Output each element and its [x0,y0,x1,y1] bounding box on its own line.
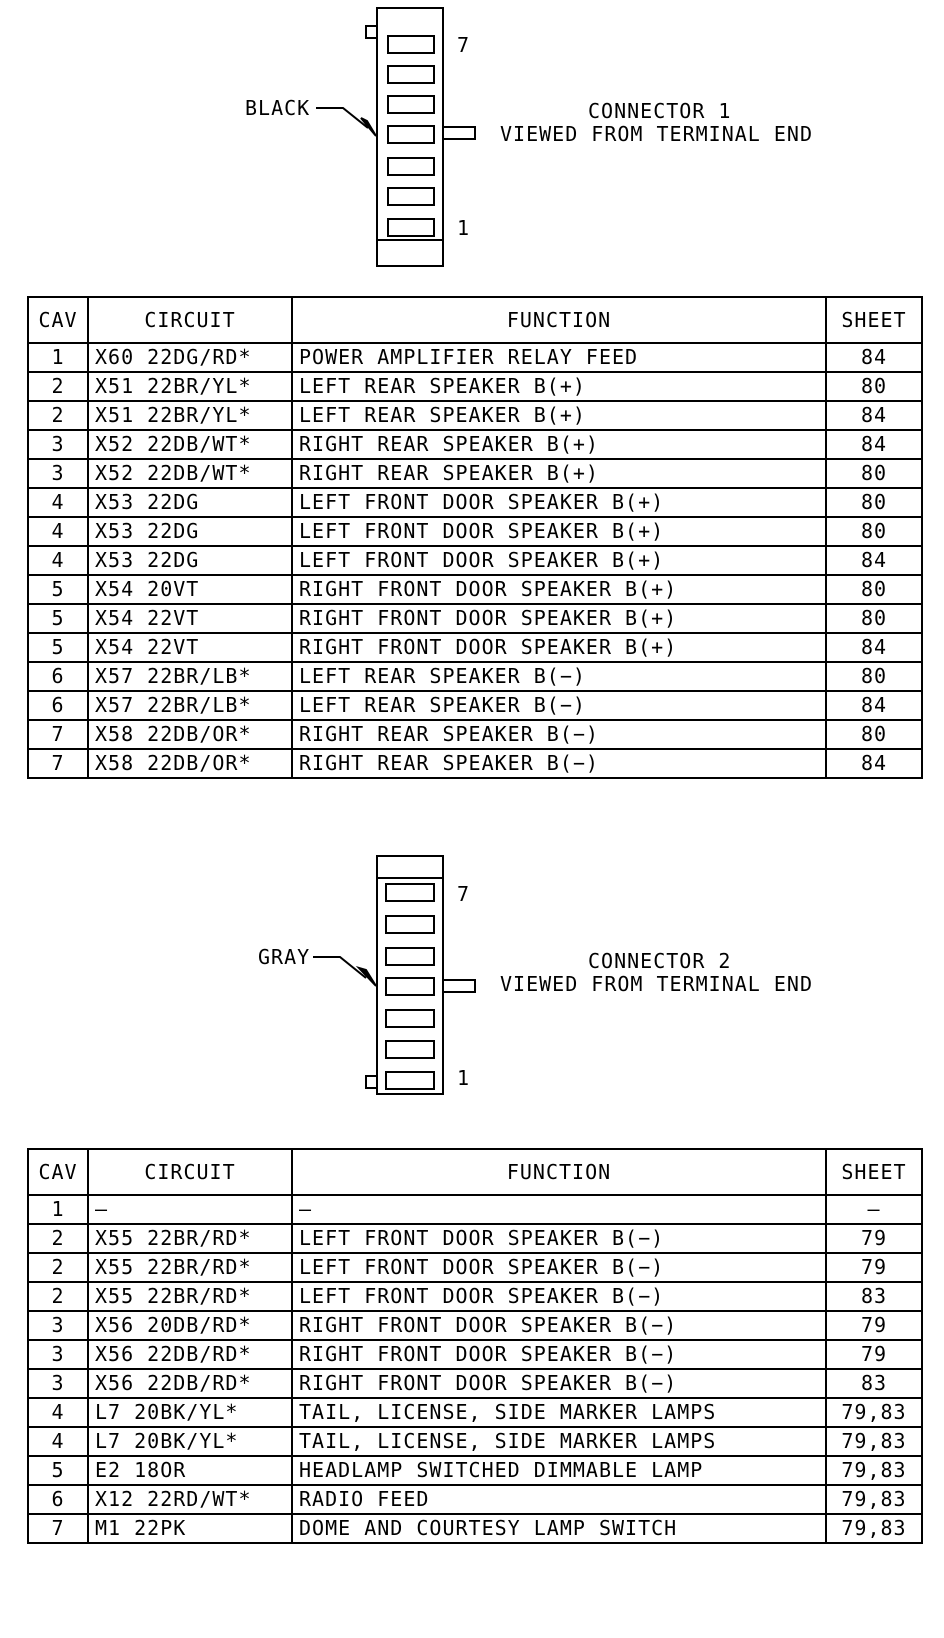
sheet-cell: 84 [826,343,922,372]
function-cell: RIGHT REAR SPEAKER B(+) [292,459,826,488]
sheet-cell: 79 [826,1311,922,1340]
table-row [28,459,922,488]
function-cell: LEFT FRONT DOOR SPEAKER B(+) [292,488,826,517]
function-cell: RIGHT FRONT DOOR SPEAKER B(−) [292,1311,826,1340]
cav-cell: 6 [28,691,88,720]
function-cell: RIGHT REAR SPEAKER B(+) [292,430,826,459]
circuit-cell: X51 22BR/YL* [88,372,292,401]
sheet-cell: 79,83 [826,1427,922,1456]
circuit-cell: X55 22BR/RD* [88,1282,292,1311]
cav-cell: 3 [28,1340,88,1369]
sheet-cell: — [826,1195,922,1224]
table-row [28,633,922,662]
table-row [28,1398,922,1427]
connector-1-pin-top: 7 [457,33,471,57]
function-cell: LEFT REAR SPEAKER B(−) [292,662,826,691]
table-row [28,1224,922,1253]
circuit-cell: X56 20DB/RD* [88,1311,292,1340]
table-row [28,488,922,517]
function-cell: DOME AND COURTESY LAMP SWITCH [292,1514,826,1543]
connector-2-cavity-4 [386,978,434,995]
sheet-cell: 79,83 [826,1485,922,1514]
table-row [28,1311,922,1340]
circuit-cell: X58 22DB/OR* [88,720,292,749]
circuit-cell: X54 20VT [88,575,292,604]
circuit-cell: X52 22DB/WT* [88,430,292,459]
sheet-cell: 79,83 [826,1514,922,1543]
circuit-cell: L7 20BK/YL* [88,1398,292,1427]
connector-2-cavity-1 [386,1072,434,1089]
cav-cell: 4 [28,546,88,575]
function-cell: LEFT FRONT DOOR SPEAKER B(+) [292,546,826,575]
sheet-cell: 79 [826,1340,922,1369]
cav-cell: 2 [28,372,88,401]
header-cav: CAV [28,297,88,343]
table-header-row [28,297,922,343]
cav-cell: 2 [28,1253,88,1282]
function-cell: LEFT REAR SPEAKER B(+) [292,401,826,430]
connector-2-cavity-3 [386,1010,434,1027]
connector-1-subtitle: VIEWED FROM TERMINAL END [500,122,813,146]
function-cell: LEFT REAR SPEAKER B(−) [292,691,826,720]
table-row [28,430,922,459]
sheet-cell: 84 [826,546,922,575]
table-row [28,1514,922,1543]
circuit-cell: X52 22DB/WT* [88,459,292,488]
table-row [28,372,922,401]
sheet-cell: 80 [826,720,922,749]
table-row [28,1456,922,1485]
header-sheet: SHEET [826,1149,922,1195]
sheet-cell: 80 [826,662,922,691]
table-row [28,517,922,546]
function-cell: RIGHT FRONT DOOR SPEAKER B(+) [292,633,826,662]
connector-1-side-tab [443,127,475,139]
function-cell: LEFT FRONT DOOR SPEAKER B(−) [292,1253,826,1282]
sheet-cell: 80 [826,372,922,401]
cav-cell: 6 [28,662,88,691]
function-cell: RIGHT REAR SPEAKER B(−) [292,720,826,749]
connector-2-arrow-icon [359,968,376,986]
connector-1-cavity-5 [388,96,434,113]
connector-1-cavity-7 [388,36,434,53]
table-row [28,575,922,604]
function-cell: TAIL, LICENSE, SIDE MARKER LAMPS [292,1427,826,1456]
header-function: FUNCTION [292,297,826,343]
connector-2-pin-top: 7 [457,882,471,906]
connector-1-pinout-table [27,296,923,779]
cav-cell: 3 [28,1311,88,1340]
sheet-cell: 84 [826,749,922,778]
function-cell: RIGHT REAR SPEAKER B(−) [292,749,826,778]
circuit-cell: E2 18OR [88,1456,292,1485]
circuit-cell: X56 22DB/RD* [88,1369,292,1398]
connector-1-base [377,240,443,266]
cav-cell: 5 [28,1456,88,1485]
table-row [28,1195,922,1224]
connector-2-latch [366,1076,377,1088]
sheet-cell: 79 [826,1253,922,1282]
function-cell: HEADLAMP SWITCHED DIMMABLE LAMP [292,1456,826,1485]
cav-cell: 4 [28,517,88,546]
cav-cell: 5 [28,633,88,662]
function-cell: — [292,1195,826,1224]
circuit-cell: X55 22BR/RD* [88,1224,292,1253]
connector-1-cavity-2 [388,188,434,205]
sheet-cell: 84 [826,691,922,720]
cav-cell: 4 [28,1398,88,1427]
cav-cell: 4 [28,1427,88,1456]
header-circuit: CIRCUIT [88,1149,292,1195]
function-cell: LEFT FRONT DOOR SPEAKER B(−) [292,1282,826,1311]
circuit-cell: X57 22BR/LB* [88,691,292,720]
connector-2-cavity-2 [386,1041,434,1058]
sheet-cell: 79,83 [826,1456,922,1485]
circuit-cell: X12 22RD/WT* [88,1485,292,1514]
table-header-row [28,1149,922,1195]
circuit-cell: X53 22DG [88,546,292,575]
connector-1-leader [316,108,368,128]
cav-cell: 6 [28,1485,88,1514]
table-row [28,1427,922,1456]
table-row [28,662,922,691]
header-circuit: CIRCUIT [88,297,292,343]
connector-2-cap [377,856,443,878]
connector-2-pinout-table [27,1148,923,1544]
connector-1-color-label: BLACK [245,96,311,120]
cav-cell: 5 [28,604,88,633]
function-cell: RIGHT FRONT DOOR SPEAKER B(+) [292,604,826,633]
function-cell: RADIO FEED [292,1485,826,1514]
connector-2-cavity-7 [386,884,434,901]
connector-1-pin-bottom: 1 [457,216,471,240]
connector-2-cavity-6 [386,916,434,933]
table-row [28,343,922,372]
table-row [28,1369,922,1398]
table-row [28,691,922,720]
cav-cell: 4 [28,488,88,517]
connector-2-color-label: GRAY [258,945,311,969]
function-cell: LEFT FRONT DOOR SPEAKER B(+) [292,517,826,546]
cav-cell: 1 [28,343,88,372]
table-row [28,1485,922,1514]
function-cell: LEFT FRONT DOOR SPEAKER B(−) [292,1224,826,1253]
connector-2-pin-bottom: 1 [457,1066,471,1090]
circuit-cell: X51 22BR/YL* [88,401,292,430]
sheet-cell: 79 [826,1224,922,1253]
header-sheet: SHEET [826,297,922,343]
cav-cell: 3 [28,430,88,459]
header-cav: CAV [28,1149,88,1195]
sheet-cell: 84 [826,430,922,459]
table-row [28,401,922,430]
circuit-cell: L7 20BK/YL* [88,1427,292,1456]
connector-1-cavity-3 [388,158,434,175]
circuit-cell: X57 22BR/LB* [88,662,292,691]
sheet-cell: 84 [826,401,922,430]
circuit-cell: X60 22DG/RD* [88,343,292,372]
function-cell: LEFT REAR SPEAKER B(+) [292,372,826,401]
function-cell: RIGHT FRONT DOOR SPEAKER B(−) [292,1340,826,1369]
connector-2-cavity-5 [386,948,434,965]
function-cell: POWER AMPLIFIER RELAY FEED [292,343,826,372]
function-cell: RIGHT FRONT DOOR SPEAKER B(+) [292,575,826,604]
cav-cell: 2 [28,1224,88,1253]
cav-cell: 3 [28,1369,88,1398]
connector-2-subtitle: VIEWED FROM TERMINAL END [500,972,813,996]
circuit-cell: X53 22DG [88,488,292,517]
circuit-cell: X58 22DB/OR* [88,749,292,778]
sheet-cell: 80 [826,604,922,633]
sheet-cell: 80 [826,517,922,546]
table-row [28,749,922,778]
circuit-cell: M1 22PK [88,1514,292,1543]
header-function: FUNCTION [292,1149,826,1195]
connector-1-title: CONNECTOR 1 [588,99,732,123]
circuit-cell: X55 22BR/RD* [88,1253,292,1282]
circuit-cell: — [88,1195,292,1224]
connector-1-cavity-4 [388,126,434,143]
cav-cell: 5 [28,575,88,604]
cav-cell: 7 [28,720,88,749]
function-cell: RIGHT FRONT DOOR SPEAKER B(−) [292,1369,826,1398]
sheet-cell: 80 [826,575,922,604]
table-row [28,1282,922,1311]
sheet-cell: 83 [826,1282,922,1311]
table-row [28,720,922,749]
connector-1-cavity-1 [388,219,434,236]
sheet-cell: 79,83 [826,1398,922,1427]
cav-cell: 7 [28,1514,88,1543]
cav-cell: 1 [28,1195,88,1224]
connector-2-side-tab [443,980,475,992]
circuit-cell: X54 22VT [88,604,292,633]
table-row [28,546,922,575]
cav-cell: 2 [28,1282,88,1311]
table-row [28,1253,922,1282]
cav-cell: 2 [28,401,88,430]
sheet-cell: 83 [826,1369,922,1398]
circuit-cell: X54 22VT [88,633,292,662]
connector-2-title: CONNECTOR 2 [588,949,732,973]
circuit-cell: X56 22DB/RD* [88,1340,292,1369]
function-cell: TAIL, LICENSE, SIDE MARKER LAMPS [292,1398,826,1427]
connector-1-arrow-icon [361,118,376,136]
sheet-cell: 80 [826,488,922,517]
sheet-cell: 84 [826,633,922,662]
connector-1-cavity-6 [388,66,434,83]
circuit-cell: X53 22DG [88,517,292,546]
cav-cell: 7 [28,749,88,778]
table-row [28,604,922,633]
connector-1-latch [366,26,377,38]
cav-cell: 3 [28,459,88,488]
sheet-cell: 80 [826,459,922,488]
table-row [28,1340,922,1369]
